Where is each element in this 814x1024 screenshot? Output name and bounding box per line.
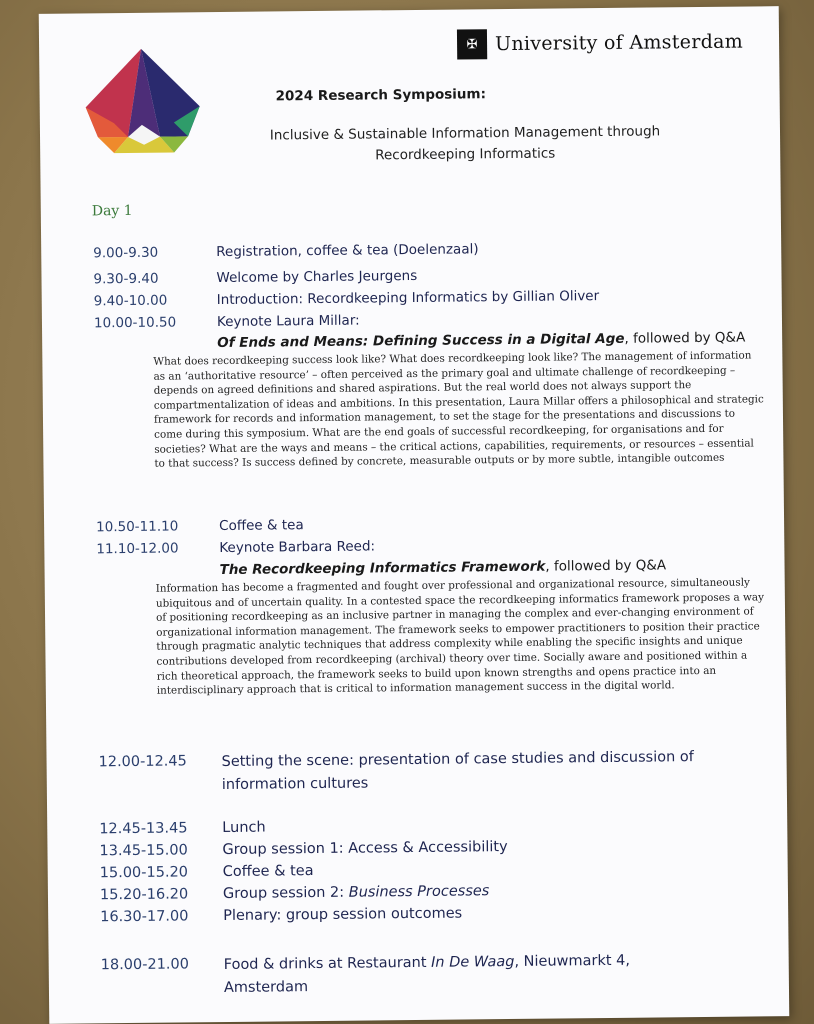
university-crest-icon: ✠ — [457, 29, 487, 59]
day-label: Day 1 — [91, 202, 133, 220]
schedule-time: 12.00-12.45 — [98, 753, 187, 771]
schedule-row — [100, 906, 462, 926]
schedule-row — [100, 883, 490, 903]
schedule-row — [96, 538, 375, 557]
keynote-1-abstract: What does recordkeeping success look like? What does recordkeeping look like? The management of information as an ‘authoritative resource’ – often perceived as the primary goal and ultimate challenge of recordkeeping – depends on agreed definitions and shared aspirations. But the real world does not always support the compartmentalization of ideas and ambitions. In this presentation, Laura Millar offers a philosophical and strategic framework for records and information management, to set the stage for the presentations and discussions to come during this symposium. What are the end goals of successful recordkeeping, for organisations and for societies? What are the ways and means – the critical actions, capabilities, requirements, or resources – essential to that success? Is success defined by concrete, measurable outputs or by more subtle, intangible outcomes — [153, 349, 764, 470]
schedule-desc: Setting the scene: presentation of case studies and discussion of information cultures — [221, 749, 694, 794]
schedule-time: 12.45-13.45 — [99, 820, 188, 838]
schedule-desc: Coffee & tea — [219, 517, 304, 535]
keynote-2-suffix: , followed by Q&A — [545, 557, 667, 575]
schedule-time: 9.40-10.00 — [93, 292, 168, 310]
schedule-row — [96, 517, 304, 535]
schedule-time: 11.10-12.00 — [96, 540, 179, 558]
schedule-time: 10.00-10.50 — [93, 314, 177, 332]
schedule-row — [99, 820, 266, 838]
schedule-row — [94, 313, 360, 332]
schedule-time: 9.30-9.40 — [93, 270, 159, 288]
schedule-desc: Keynote Barbara Reed: — [219, 538, 376, 557]
schedule-desc: Lunch — [222, 819, 266, 837]
schedule-desc-prefix: Group session 2: — [222, 884, 349, 903]
schedule-desc-italic: Business Processes — [348, 883, 490, 901]
schedule-desc: Coffee & tea — [222, 863, 314, 881]
schedule-time: 13.45-15.00 — [99, 842, 188, 860]
keynote-2-abstract: Information has become a fragmented and fought over professional and organizational resource, simultaneously ubiquitous and of uncertain quality. In a contested space the recordkeeping informatics framework proposes a way of positioning recordkeeping as an inclusive partner in managing the complex and ever-changing environment of organizational information management. The framework seeks to empower practitioners to position their practice through pragmatic analytic techniques that address complexity while enabling the specific insights and unique contributions developed from recordkeeping (archival) theory over time. Socially aware and positioned within a rich theoretical approach, the framework seeks to build upon known strengths and opens practice into an interdisciplinary approach that is critical to information management success in the digital world. — [155, 576, 765, 697]
schedule-time: 15.20-16.20 — [99, 886, 189, 904]
symposium-subtitle: Inclusive & Sustainable Information Management through Recordkeeping Informatics — [269, 123, 661, 164]
keynote-1-title — [217, 330, 745, 352]
keynote-1-title-text: Of Ends and Means: Defining Success in a Digital Age — [217, 330, 625, 352]
symposium-logo-icon — [83, 44, 204, 155]
keynote-2-title — [219, 557, 666, 578]
program-sheet — [39, 6, 790, 1024]
schedule-row — [93, 241, 479, 261]
keynote-2-title-text: The Recordkeeping Informatics Framework — [219, 558, 546, 579]
schedule-desc — [224, 949, 694, 1000]
schedule-time: 9.00-9.30 — [93, 244, 159, 262]
schedule-row — [94, 288, 600, 309]
schedule-row — [93, 268, 417, 287]
schedule-desc: Introduction: Recordkeeping Informatics by Gillian Oliver — [216, 288, 600, 309]
schedule-time: 16.30-17.00 — [100, 908, 189, 926]
university-header — [457, 27, 743, 60]
schedule-time: 18.00-21.00 — [100, 956, 190, 974]
schedule-row — [100, 863, 314, 881]
schedule-desc: Group session 1: Access & Accessibility — [222, 839, 508, 859]
schedule-desc: Registration, coffee & tea (Doelenzaal) — [216, 241, 479, 261]
schedule-desc-suffix: , Nieuwmarkt 4, Amsterdam — [223, 952, 631, 997]
schedule-time: 15.00-15.20 — [99, 864, 189, 882]
schedule-desc: Keynote Laura Millar: — [216, 312, 360, 331]
university-name: University of Amsterdam — [494, 30, 744, 56]
schedule-row — [99, 839, 507, 859]
schedule-desc-prefix: Food & drinks at Restaurant — [223, 954, 432, 974]
schedule-time: 10.50-11.10 — [96, 518, 179, 536]
schedule-desc-italic: In De Waag — [431, 953, 515, 971]
keynote-1-suffix: , followed by Q&A — [624, 329, 746, 347]
symposium-title: 2024 Research Symposium: — [275, 86, 487, 105]
schedule-desc: Plenary: group session outcomes — [223, 905, 463, 925]
schedule-desc: Welcome by Charles Jeurgens — [216, 267, 418, 287]
